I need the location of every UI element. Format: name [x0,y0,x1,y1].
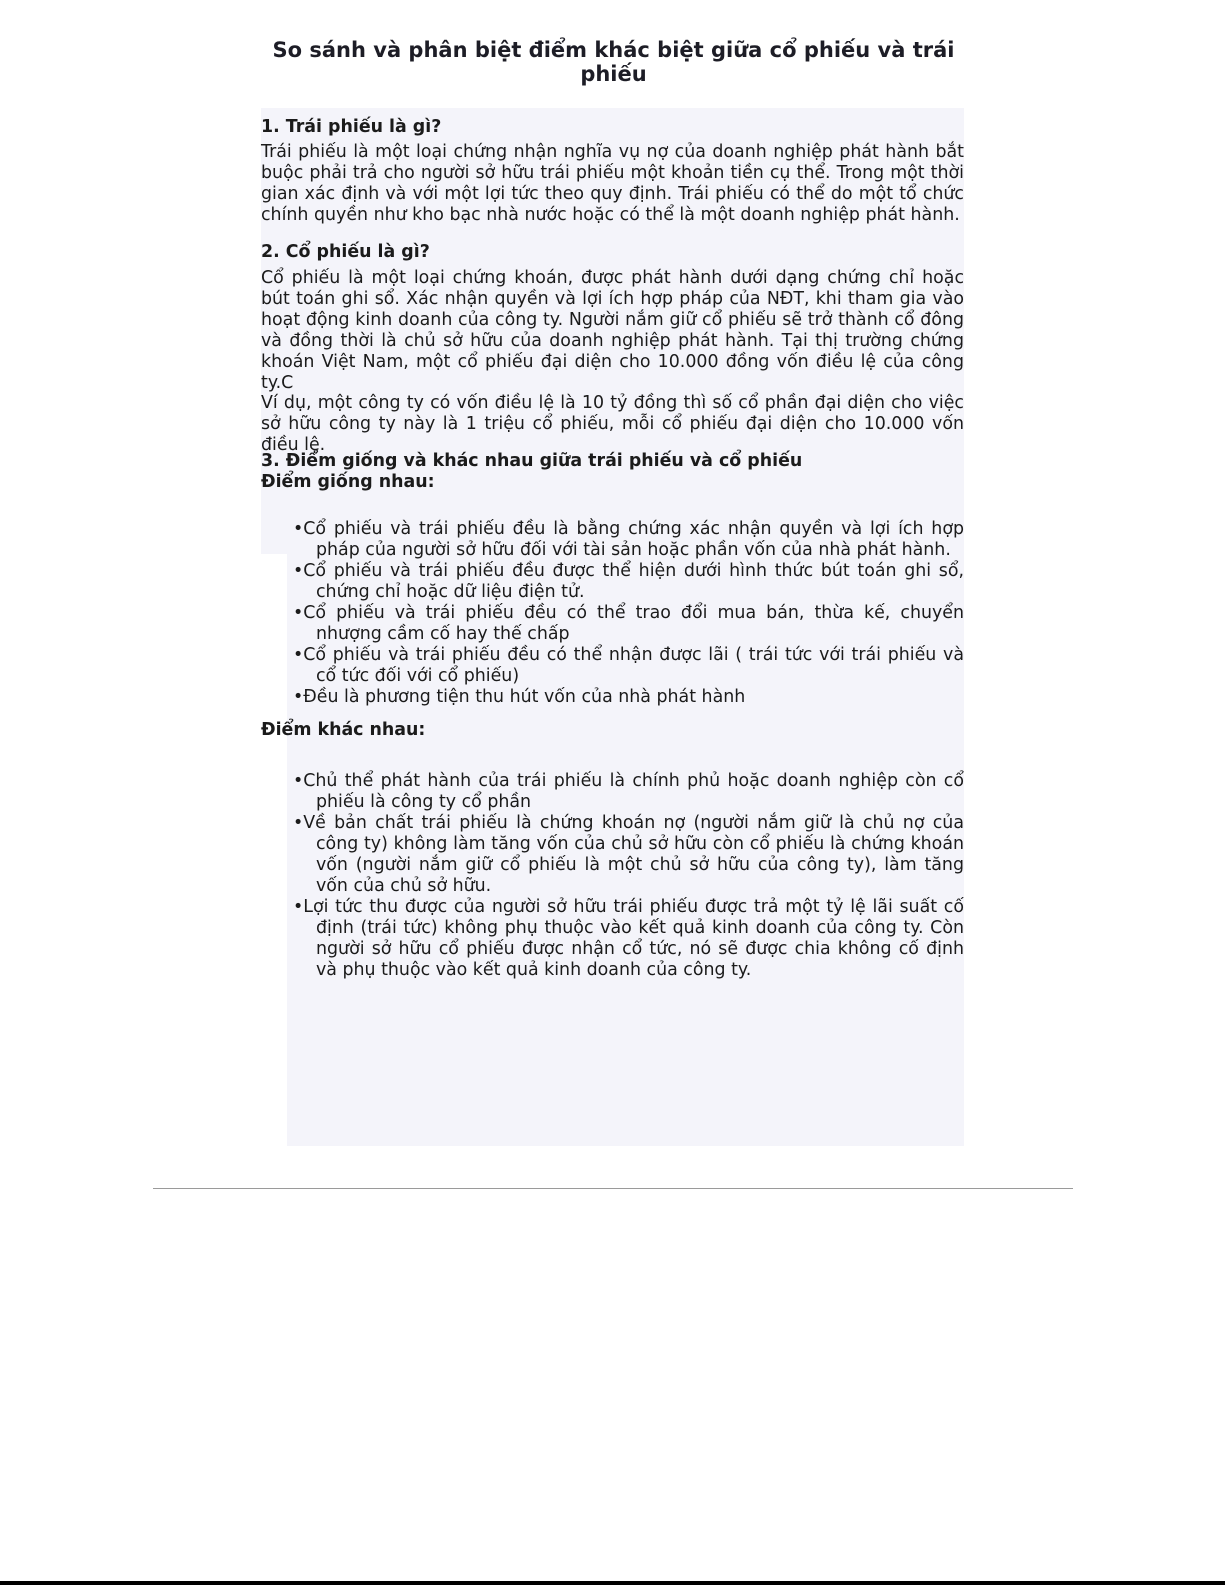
list-item: •Về bản chất trái phiếu là chứng khoán nợ (người nắm giữ là chủ nợ của công ty) không làm tăng vốn của chủ sở hữu còn cổ phiếu là chứng khoán vốn (người nắm giữ cổ phiếu là một chủ sở hữu của công ty), làm tăng vốn của chủ sở hữu. [293,813,964,896]
bottom-edge-bar [0,1581,1225,1585]
section-1-heading: 1. Trái phiếu là gì? [261,117,442,137]
bullet-icon: • [293,561,304,581]
bullet-icon: • [293,603,304,623]
footer-divider [153,1188,1073,1189]
similarities-heading: Điểm giống nhau: [261,472,435,492]
page-title: So sánh và phân biệt điểm khác biệt giữa cổ phiếu và trái phiếu [272,38,955,86]
list-item: •Chủ thể phát hành của trái phiếu là chính phủ hoặc doanh nghiệp còn cổ phiếu là công ty cổ phần [293,771,964,812]
section-3-heading: 3. Điểm giống và khác nhau giữa trái phiếu và cổ phiếu [261,451,803,471]
list-item: •Cổ phiếu và trái phiếu đều có thể nhận được lãi ( trái tức với trái phiếu và cổ tức đối với cổ phiếu) [293,645,964,686]
list-item: •Cổ phiếu và trái phiếu đều có thể trao đổi mua bán, thừa kế, chuyển nhượng cầm cố hay thế chấp [293,603,964,644]
bullet-icon: • [293,645,304,665]
document-body [261,108,964,1038]
bullet-icon: • [293,687,304,707]
section-1-paragraph: Trái phiếu là một loại chứng nhận nghĩa vụ nợ của doanh nghiệp phát hành bắt buộc phải trả cho người sở hữu trái phiếu một khoản tiền cụ thể. Trong một thời gian xác định và với một lợi tức theo quy định. Trái phiếu có thể do một tổ chức chính quyền như kho bạc nhà nước hoặc có thể là một doanh nghiệp phát hành. [261,142,964,225]
list-item: •Cổ phiếu và trái phiếu đều được thể hiện dưới hình thức bút toán ghi sổ, chứng chỉ hoặc dữ liệu điện tử. [293,561,964,602]
list-item: •Cổ phiếu và trái phiếu đều là bằng chứng xác nhận quyền và lợi ích hợp pháp của người sở hữu đối với tài sản hoặc phần vốn của nhà phát hành. [293,519,964,560]
list-item: •Lợi tức thu được của người sở hữu trái phiếu được trả một tỷ lệ lãi suất cố định (trái tức) không phụ thuộc vào kết quả kinh doanh của công ty. Còn người sở hữu cổ phiếu được nhận cổ tức, nó sẽ được chia không cố định và phụ thuộc vào kết quả kinh doanh của công ty. [293,897,964,980]
differences-heading: Điểm khác nhau: [261,720,426,740]
bullet-icon: • [293,813,304,833]
differences-list [287,771,964,981]
bullet-icon: • [293,897,304,917]
bullet-icon: • [293,519,304,539]
section-2-paragraph-2: Ví dụ, một công ty có vốn điều lệ là 10 tỷ đồng thì số cổ phần đại diện cho việc sở hữu công ty này là 1 triệu cổ phiếu, mỗi cổ phiếu đại diện cho 10.000 vốn điều lệ. [261,393,964,455]
bullet-icon: • [293,771,304,791]
list-item: •Đều là phương tiện thu hút vốn của nhà phát hành [293,687,746,707]
section-2-heading: 2. Cổ phiếu là gì? [261,242,430,262]
similarities-list [287,519,964,708]
section-2-paragraph-1: Cổ phiếu là một loại chứng khoán, được phát hành dưới dạng chứng chỉ hoặc bút toán ghi sổ. Xác nhận quyền và lợi ích hợp pháp của NĐT, khi tham gia vào hoạt động kinh doanh của công ty. Người nắm giữ cổ phiếu sẽ trở thành cổ đông và đồng thời là chủ sở hữu của doanh nghiệp phát hành. Tại thị trường chứng khoán Việt Nam, một cổ phiếu đại diện cho 10.000 đồng vốn điều lệ của công ty.C [261,268,964,393]
